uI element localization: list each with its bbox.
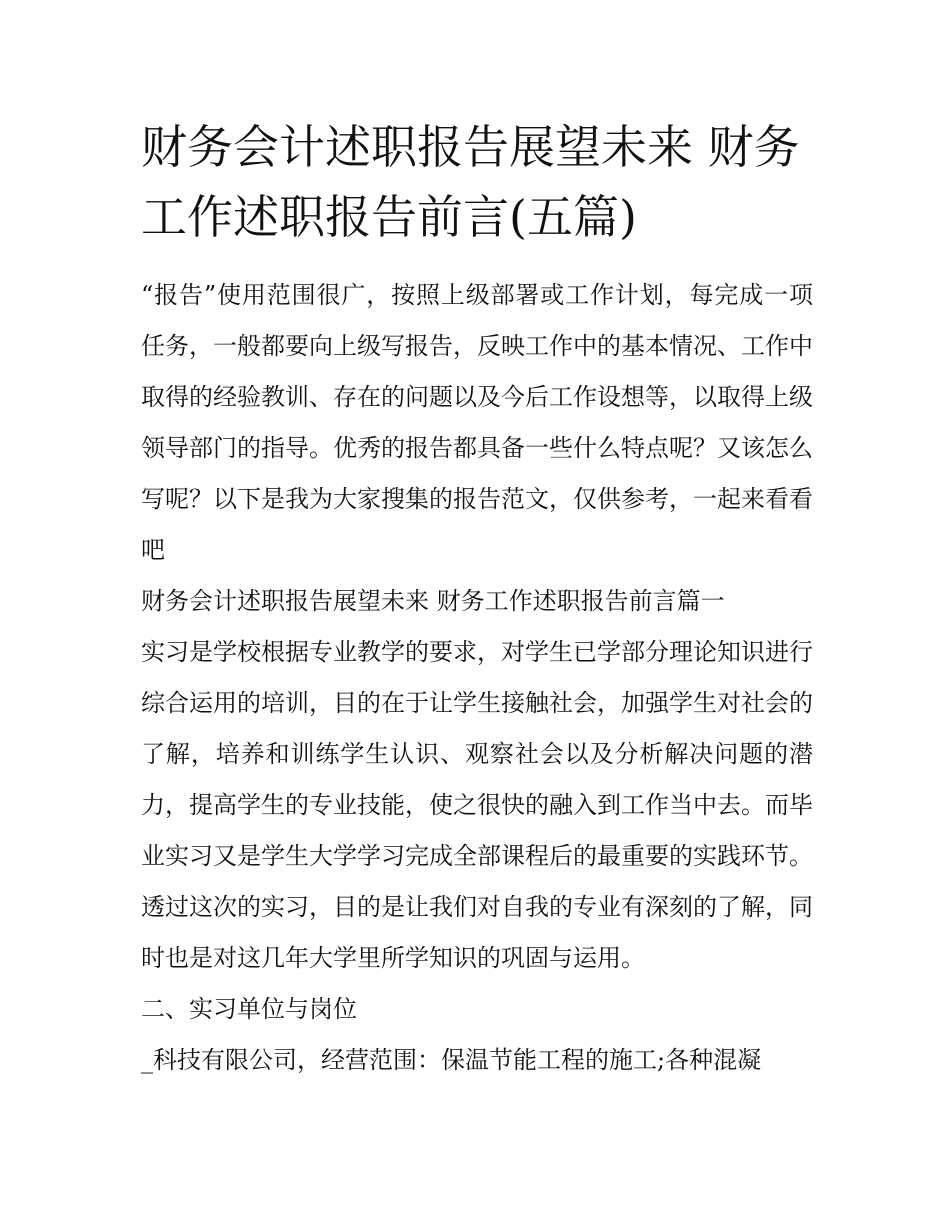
document-content: [141, 112, 813, 1086]
section-1-title: 财务会计述职报告展望未来 财务工作述职报告前言篇一: [141, 587, 725, 615]
section-1-paragraph: 实习是学校根据专业教学的要求，对学生已学部分理论知识进行综合运用的培训，目的在于让学生接触社会，加强学生对社会的了解，培养和训练学生认识、观察社会以及分析解决问题的潜力，提高学生的专业技能，使之很快的融入到工作当中去。而毕业实习又是学生大学学习完成全部课程后的最重要的实践环节。透过这次的实习，目的是让我们对自我的专业有深刻的了解，同时也是对这几年大学里所学知识的巩固与运用。: [141, 638, 813, 972]
section-2-paragraph: _科技有限公司，经营范围：保温节能工程的施工;各种混凝: [141, 1046, 762, 1074]
section-2-heading: 二、实习单位与岗位: [141, 995, 357, 1023]
intro-paragraph: “报告”使用范围很广，按照上级部署或工作计划，每完成一项任务，一般都要向上级写报告，反映工作中的基本情况、工作中取得的经验教训、存在的问题以及今后工作设想等，以取得上级领导部门的指导。优秀的报告都具备一些什么特点呢？又该怎么写呢？以下是我为大家搜集的报告范文，仅供参考，一起来看看吧: [141, 281, 813, 564]
document-title: 财务会计述职报告展望未来 财务工作述职报告前言(五篇): [141, 120, 800, 244]
